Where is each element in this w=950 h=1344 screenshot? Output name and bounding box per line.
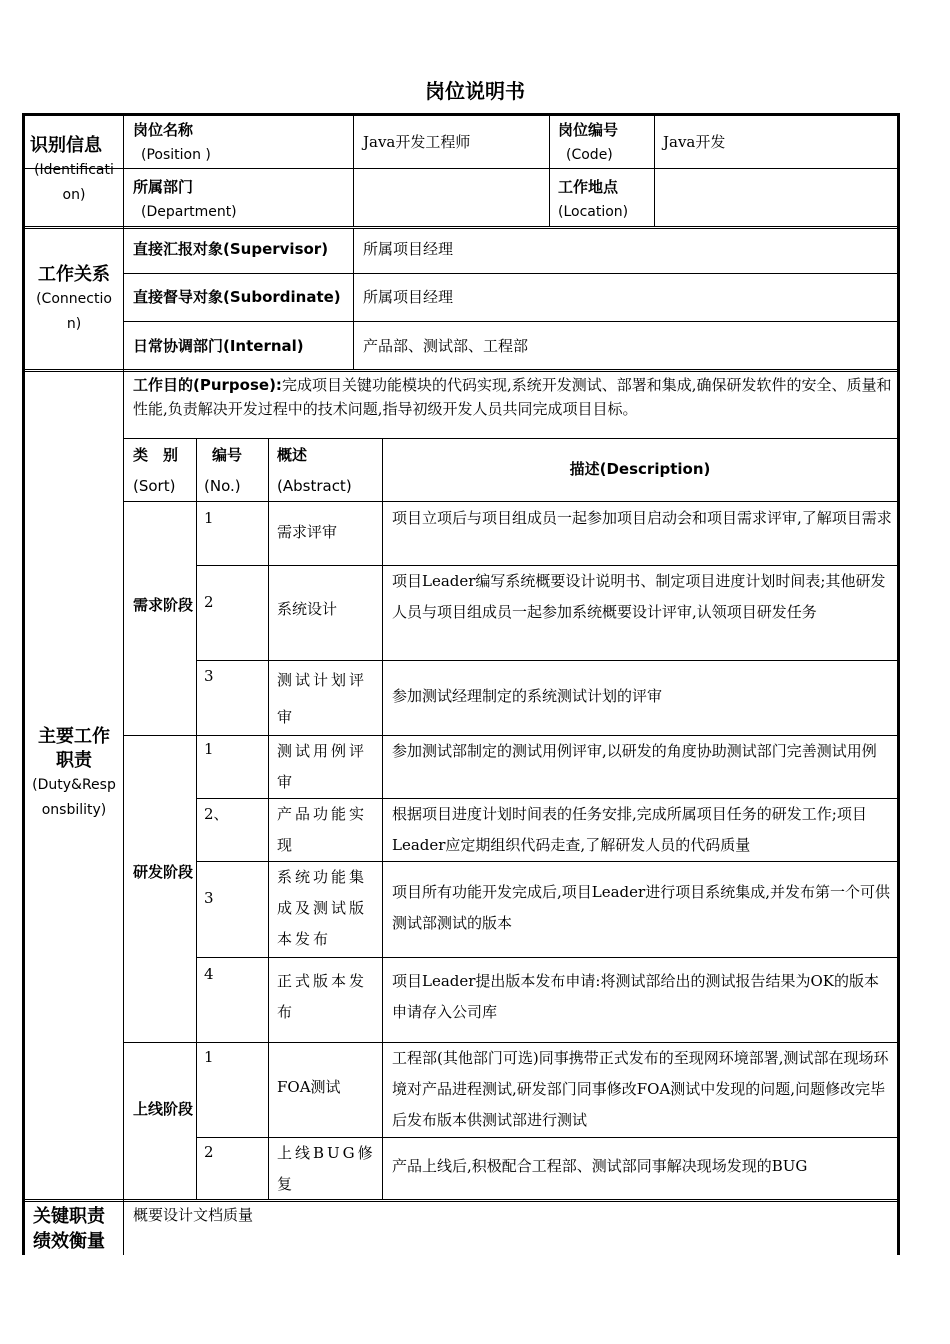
number-header: 编号 (No.) <box>204 446 243 495</box>
item-abstract: 需求评审 <box>277 523 338 541</box>
position-value: Java开发工程师 <box>363 133 471 151</box>
sort-header: 类 别 (Sort) <box>133 446 179 495</box>
item-abstract: 系统功能集成及测试版本发布 <box>277 868 368 948</box>
subordinate-label: 直接督导对象(Subordinate) <box>133 288 341 306</box>
item-abstract: 产品功能实现 <box>277 805 368 854</box>
internal-value: 产品部、测试部、工程部 <box>363 337 529 355</box>
location-label: 工作地点 (Location) <box>558 178 629 220</box>
abstract-header: 概述 (Abstract) <box>277 446 352 495</box>
item-description: 参加测试部制定的测试用例评审,以研发的角度协助测试部门完善测试用例 <box>392 742 877 760</box>
item-description: 工程部(其他部门可选)同事携带正式发布的至现网环境部署,测试部在现场环境对产品进程测试,研发部门同事修改FOA测试中发现的问题,问题修改完毕后发布版本供测试部进行测试 <box>392 1049 889 1129</box>
item-number: 1 <box>204 509 214 527</box>
internal-label: 日常协调部门(Internal) <box>133 337 304 355</box>
description-header: 描述(Description) <box>569 460 711 478</box>
subordinate-value: 所属项目经理 <box>363 288 454 306</box>
phase-launch: 上线阶段 <box>133 1100 194 1118</box>
duty-section-label: 主要工作职责 (Duty&Responsbility) <box>32 726 116 818</box>
item-abstract: 测试计划评审 <box>277 671 368 726</box>
item-description: 项目立项后与项目组成员一起参加项目启动会和项目需求评审,了解项目需求 <box>392 509 892 527</box>
position-label: 岗位名称 (Position ) <box>133 121 211 163</box>
phase-development: 研发阶段 <box>133 863 194 881</box>
item-abstract: FOA测试 <box>277 1078 341 1096</box>
item-abstract: 测试用例评审 <box>277 742 368 791</box>
item-number: 4 <box>204 965 214 983</box>
kpi-value: 概要设计文档质量 <box>133 1206 254 1224</box>
item-description: 根据项目进度计划时间表的任务安排,完成所属项目任务的研发工作;项目Leader应定期组织代码走查,了解研发人员的代码质量 <box>392 805 867 854</box>
code-value: Java开发 <box>663 133 726 151</box>
phase-requirements: 需求阶段 <box>133 596 194 614</box>
code-label: 岗位编号 (Code) <box>558 121 619 163</box>
supervisor-label: 直接汇报对象(Supervisor) <box>133 240 329 258</box>
item-description: 项目所有功能开发完成后,项目Leader进行项目系统集成,并发布第一个可供测试部测试的版本 <box>392 883 890 932</box>
item-description: 产品上线后,积极配合工程部、测试部同事解决现场发现的BUG <box>392 1157 808 1175</box>
connection-section-label: 工作关系 (Connection) <box>36 264 112 332</box>
supervisor-value: 所属项目经理 <box>363 240 454 258</box>
item-abstract: 系统设计 <box>277 600 338 618</box>
item-number: 1 <box>204 740 214 758</box>
identification-section-label: 识别信息 (Identification) <box>30 135 114 203</box>
item-number: 2、 <box>204 805 229 823</box>
item-number: 1 <box>204 1048 214 1066</box>
item-description: 项目Leader编写系统概要设计说明书、制定项目进度计划时间表;其他研发人员与项目组成员一起参加系统概要设计评审,认领项目研发任务 <box>392 572 886 621</box>
item-abstract: 上线BUG修复 <box>277 1144 376 1193</box>
item-description: 项目Leader提出版本发布申请:将测试部给出的测试报告结果为OK的版本申请存入公司库 <box>392 972 879 1021</box>
item-number: 2 <box>204 593 214 611</box>
purpose-paragraph: 工作目的(Purpose):完成项目关键功能模块的代码实现,系统开发测试、部署和集成,确保研发软件的安全、质量和性能,负责解决开发过程中的技术问题,指导初级开发人员共同完成项目目标。 <box>133 376 892 418</box>
item-description: 参加测试经理制定的系统测试计划的评审 <box>392 687 663 705</box>
page-title: 岗位说明书 <box>425 79 525 103</box>
kpi-section-label: 关键职责绩效衡量 <box>33 1206 105 1252</box>
item-number: 3 <box>204 667 214 685</box>
item-number: 2 <box>204 1143 214 1161</box>
item-abstract: 正式版本发布 <box>277 972 368 1021</box>
item-number: 3 <box>204 889 214 907</box>
department-label: 所属部门 (Department) <box>133 178 237 220</box>
